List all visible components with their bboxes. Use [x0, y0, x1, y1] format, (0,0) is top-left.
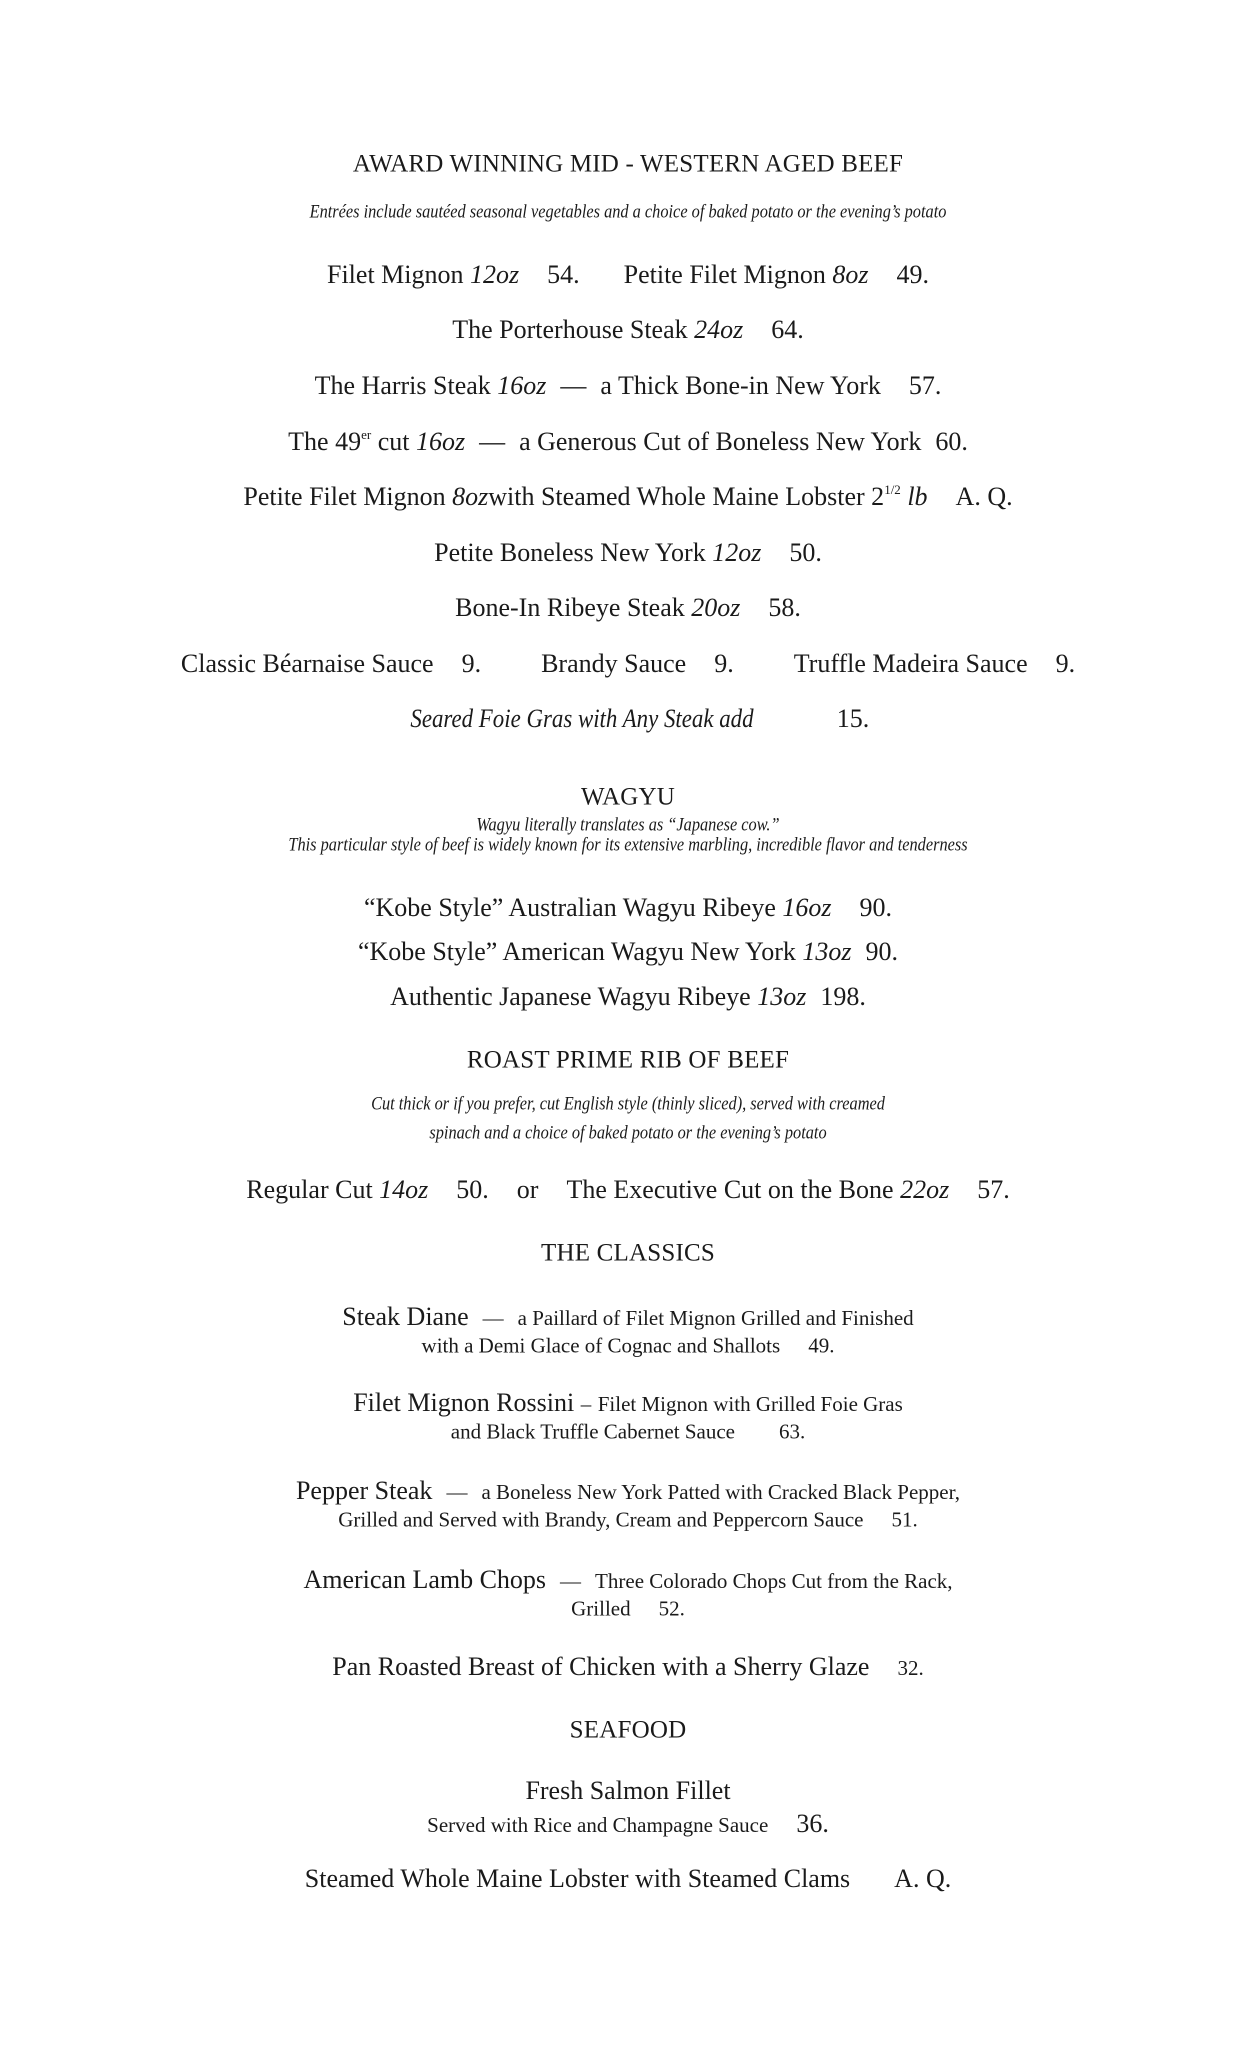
item-size: 16oz: [415, 427, 466, 456]
item-price: 49.: [808, 1333, 835, 1358]
sauce-name: Classic Béarnaise Sauce: [180, 649, 434, 678]
item-price: 32.: [897, 1656, 924, 1680]
item-size: 16oz: [782, 893, 832, 922]
item-price: 58.: [768, 593, 801, 622]
item-name: The Harris Steak: [314, 371, 491, 400]
dash: —: [446, 1480, 468, 1504]
fraction: 1/2: [884, 482, 901, 497]
menu-line-lobster-clams: [0, 1866, 1243, 1892]
dash: —: [479, 427, 506, 456]
item-name: Pepper Steak: [295, 1476, 433, 1505]
item-name: Regular Cut: [246, 1175, 373, 1204]
item-description: with a Demi Glace of Cognac and Shallots: [421, 1333, 781, 1358]
item-size: 8oz: [832, 260, 869, 289]
classic-item-line-1: [0, 1478, 1243, 1504]
item-name: “Kobe Style” Australian Wagyu Ribeye: [363, 893, 776, 922]
item-name: Petite Filet Mignon: [623, 260, 826, 289]
addon-price: 15.: [836, 704, 870, 733]
menu-line-petite-ny: [0, 540, 1243, 566]
item-name: Steak Diane: [342, 1302, 469, 1331]
addon-label: Seared Foie Gras with Any Steak add: [410, 704, 754, 733]
item-description: Three Colorado Chops Cut from the Rack,: [595, 1569, 953, 1593]
item-description: Served with Rice and Champagne Sauce: [427, 1813, 769, 1837]
dash: –: [580, 1392, 592, 1416]
section-heading-wagyu: WAGYU: [580, 783, 676, 811]
item-price: 52.: [658, 1596, 685, 1621]
item-price: A. Q.: [955, 482, 1013, 511]
item-price: 49.: [896, 260, 929, 289]
wagyu-note-1: Wagyu literally translates as “Japanese cow.”: [476, 814, 780, 836]
item-name: Steamed Whole Maine Lobster with Steamed Clams: [304, 1864, 851, 1893]
menu-line-49er: [0, 429, 1243, 455]
menu-line-foie-gras: [0, 706, 1243, 732]
item-size: 22oz: [900, 1175, 950, 1204]
menu-line-wagyu: [0, 939, 1243, 965]
item-price: 90.: [859, 893, 892, 922]
item-size: 8oz: [452, 482, 489, 511]
sauce-name: Truffle Madeira Sauce: [793, 649, 1028, 678]
dash: —: [482, 1306, 504, 1330]
classic-item-line-2: [0, 1596, 1243, 1621]
item-price: 198.: [820, 982, 866, 1011]
item-size: 20oz: [691, 593, 741, 622]
item-price: 90.: [865, 937, 899, 966]
item-description: with Steamed Whole Maine Lobster 2: [488, 482, 885, 511]
sauce-price: 9.: [461, 649, 482, 678]
section-heading-classics: THE CLASSICS: [541, 1239, 715, 1267]
item-size: 13oz: [757, 982, 807, 1011]
item-name: Petite Boneless New York: [434, 538, 706, 567]
menu-line-filet: [0, 262, 1243, 288]
item-description: Grilled and Served with Brandy, Cream and Peppercorn Sauce: [338, 1507, 864, 1532]
item-name: “Kobe Style” American Wagyu New York: [357, 937, 796, 966]
item-size: 12oz: [712, 538, 762, 567]
prime-rib-note-2: spinach and a choice of baked potato or the evening’s potato: [429, 1122, 827, 1144]
item-price: 51.: [891, 1507, 918, 1532]
sauce-name: Brandy Sauce: [541, 649, 687, 678]
item-description: Grilled: [571, 1596, 631, 1621]
dash: —: [560, 371, 587, 400]
item-price: 60.: [935, 427, 968, 456]
item-size: 24oz: [694, 315, 744, 344]
item-price: 36.: [796, 1809, 829, 1838]
sauce-price: 9.: [714, 649, 734, 678]
item-price: 50.: [456, 1175, 489, 1204]
item-description: and Black Truffle Cabernet Sauce: [450, 1419, 735, 1444]
item-name: Fresh Salmon Fillet: [525, 1776, 731, 1805]
wagyu-note-2: This particular style of beef is widely known for its extensive marbling, incredible flavor and tenderness: [288, 834, 968, 856]
sauce-price: 9.: [1055, 649, 1076, 678]
item-price: 64.: [771, 315, 804, 344]
menu-line-sauces: [0, 651, 1243, 677]
item-price: A. Q.: [894, 1864, 952, 1893]
classic-item-line-1: [0, 1390, 1243, 1416]
item-size: 16oz: [497, 371, 547, 400]
menu-line-porterhouse: [0, 317, 1243, 343]
menu-line-wagyu: [0, 895, 1243, 921]
prime-rib-note-1: Cut thick or if you prefer, cut English style (thinly sliced), served with creamed: [371, 1093, 885, 1115]
item-name: The Executive Cut on the Bone: [566, 1175, 894, 1204]
menu-line-harris: [0, 373, 1243, 399]
item-price: 54.: [547, 260, 580, 289]
item-name: Bone-In Ribeye Steak: [455, 593, 685, 622]
item-name: Pan Roasted Breast of Chicken with a Sherry Glaze: [332, 1652, 870, 1681]
classic-item-line-2: [0, 1507, 1243, 1532]
item-size: 14oz: [379, 1175, 429, 1204]
item-price: 57.: [908, 371, 942, 400]
item-description: a Paillard of Filet Mignon Grilled and Finished: [517, 1306, 914, 1330]
menu-line-salmon-desc: [0, 1811, 1243, 1837]
item-description: a Boneless New York Patted with Cracked Black Pepper,: [481, 1480, 961, 1504]
item-description: Filet Mignon with Grilled Foie Gras: [597, 1392, 903, 1416]
classic-item-line-1: [0, 1304, 1243, 1330]
item-price: 63.: [778, 1419, 806, 1444]
item-name: The Porterhouse Steak: [452, 315, 688, 344]
item-name: The 49: [288, 427, 362, 456]
classic-item-line-1: [0, 1567, 1243, 1593]
item-name: Filet Mignon Rossini: [353, 1388, 575, 1417]
item-name-superscript: er: [361, 427, 372, 442]
item-description: a Generous Cut of Boneless New York: [519, 427, 922, 456]
menu-line-wagyu: [0, 984, 1243, 1010]
item-unit: lb: [907, 482, 928, 511]
item-name: Petite Filet Mignon: [243, 482, 446, 511]
item-name: American Lamb Chops: [303, 1565, 547, 1594]
beef-note: Entrées include sautéed seasonal vegetables and a choice of baked potato or the evening’s potato: [309, 201, 947, 223]
item-price: 50.: [789, 538, 822, 567]
menu-line-filet-lobster: [0, 484, 1243, 510]
item-size: 13oz: [802, 937, 852, 966]
section-heading-seafood: SEAFOOD: [569, 1716, 687, 1744]
item-name: cut: [377, 427, 410, 456]
menu-line-salmon-name: [0, 1778, 1243, 1804]
item-name: Filet Mignon: [327, 260, 464, 289]
section-heading-beef: AWARD WINNING MID - WESTERN AGED BEEF: [352, 150, 904, 178]
item-size: 12oz: [470, 260, 520, 289]
item-price: 57.: [977, 1175, 1010, 1204]
menu-line-ribeye: [0, 595, 1243, 621]
menu-line-prime-rib: [0, 1177, 1243, 1203]
classic-item-line-2: [0, 1333, 1243, 1358]
item-name: Authentic Japanese Wagyu Ribeye: [390, 982, 751, 1011]
item-description: a Thick Bone-in New York: [600, 371, 881, 400]
menu-line-chicken: [0, 1654, 1243, 1680]
or-text: or: [516, 1175, 539, 1204]
dash: —: [560, 1569, 582, 1593]
classic-item-line-2: [0, 1419, 1243, 1444]
section-heading-prime-rib: ROAST PRIME RIB OF BEEF: [466, 1046, 790, 1074]
